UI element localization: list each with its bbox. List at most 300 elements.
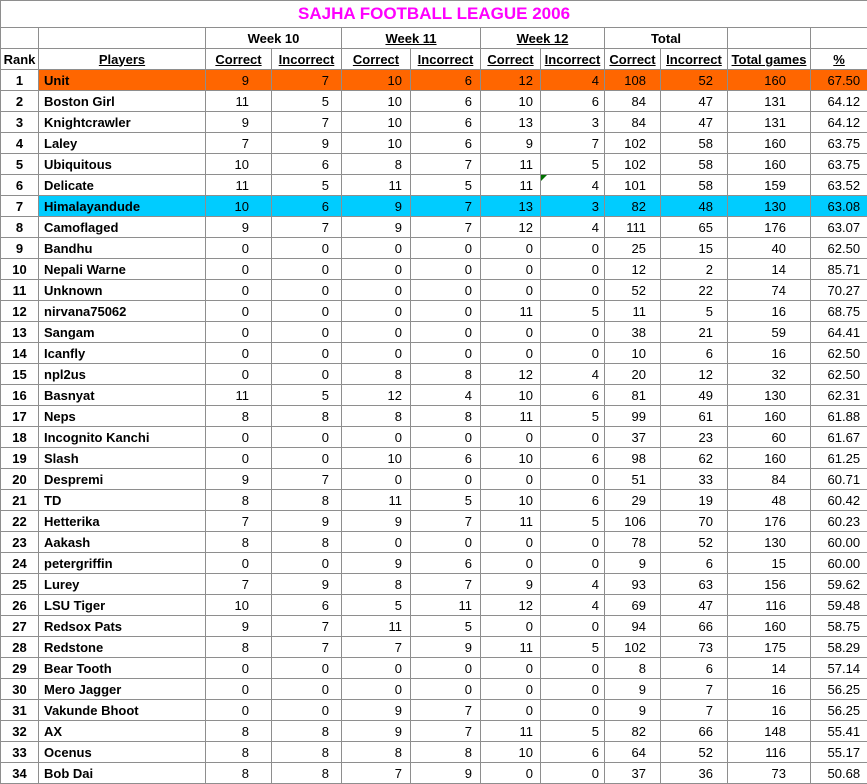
week12-correct-cell[interactable]: 10: [481, 742, 541, 763]
total-correct-cell[interactable]: 98: [605, 448, 661, 469]
week12-incorrect-cell[interactable]: 6: [541, 448, 605, 469]
total-incorrect-cell[interactable]: 65: [661, 217, 728, 238]
total-correct-cell[interactable]: 94: [605, 616, 661, 637]
week10-correct-cell[interactable]: 9: [206, 112, 272, 133]
player-name-cell[interactable]: Bear Tooth: [39, 658, 206, 679]
total-games-cell[interactable]: 14: [728, 259, 811, 280]
week10-incorrect-cell[interactable]: 6: [272, 595, 342, 616]
week11-correct-cell[interactable]: 9: [342, 217, 411, 238]
total-correct-cell[interactable]: 84: [605, 91, 661, 112]
week10-correct-cell[interactable]: 11: [206, 91, 272, 112]
percent-cell[interactable]: 68.75: [811, 301, 867, 322]
rank-cell[interactable]: 1: [1, 70, 39, 91]
week12-correct-cell[interactable]: 0: [481, 280, 541, 301]
week11-incorrect-cell[interactable]: 8: [411, 364, 481, 385]
week11-incorrect-cell[interactable]: 4: [411, 385, 481, 406]
total-correct-cell[interactable]: 20: [605, 364, 661, 385]
week11-incorrect-cell[interactable]: 6: [411, 553, 481, 574]
week11-correct-cell[interactable]: 0: [342, 259, 411, 280]
week11-incorrect-cell[interactable]: 0: [411, 280, 481, 301]
player-name-cell[interactable]: Bandhu: [39, 238, 206, 259]
total-incorrect-cell[interactable]: 2: [661, 259, 728, 280]
player-name-cell[interactable]: petergriffin: [39, 553, 206, 574]
week10-correct-cell[interactable]: 10: [206, 595, 272, 616]
week11-incorrect-cell[interactable]: 6: [411, 91, 481, 112]
week11-correct-cell[interactable]: 8: [342, 406, 411, 427]
week10-correct-cell[interactable]: 8: [206, 406, 272, 427]
player-name-cell[interactable]: npl2us: [39, 364, 206, 385]
week10-correct-cell[interactable]: 0: [206, 301, 272, 322]
percent-cell[interactable]: 62.50: [811, 238, 867, 259]
player-name-cell[interactable]: Sangam: [39, 322, 206, 343]
player-name-cell[interactable]: Boston Girl: [39, 91, 206, 112]
week12-incorrect-cell[interactable]: 0: [541, 343, 605, 364]
week10-correct-cell[interactable]: 0: [206, 259, 272, 280]
week10-incorrect-cell[interactable]: 8: [272, 742, 342, 763]
week12-correct-cell[interactable]: 11: [481, 154, 541, 175]
percent-cell[interactable]: 60.00: [811, 532, 867, 553]
total-incorrect-cell[interactable]: 15: [661, 238, 728, 259]
week10-incorrect-cell[interactable]: 9: [272, 574, 342, 595]
week12-incorrect-cell[interactable]: 6: [541, 385, 605, 406]
week11-correct-cell[interactable]: 11: [342, 175, 411, 196]
percent-cell[interactable]: 60.23: [811, 511, 867, 532]
total-correct-cell[interactable]: 10: [605, 343, 661, 364]
week10-correct-cell[interactable]: 9: [206, 217, 272, 238]
percent-cell[interactable]: 64.12: [811, 91, 867, 112]
week12-incorrect-header[interactable]: Incorrect: [541, 49, 605, 70]
percent-cell[interactable]: 62.50: [811, 364, 867, 385]
week11-incorrect-cell[interactable]: 7: [411, 196, 481, 217]
week11-incorrect-cell[interactable]: 9: [411, 763, 481, 784]
percent-cell[interactable]: 61.67: [811, 427, 867, 448]
rank-cell[interactable]: 15: [1, 364, 39, 385]
week10-incorrect-cell[interactable]: 0: [272, 280, 342, 301]
percent-cell[interactable]: 56.25: [811, 700, 867, 721]
player-name-cell[interactable]: AX: [39, 721, 206, 742]
total-incorrect-cell[interactable]: 33: [661, 469, 728, 490]
player-name-cell[interactable]: TD: [39, 490, 206, 511]
total-incorrect-cell[interactable]: 7: [661, 679, 728, 700]
week12-correct-cell[interactable]: 0: [481, 679, 541, 700]
total-games-cell[interactable]: 60: [728, 427, 811, 448]
total-incorrect-cell[interactable]: 21: [661, 322, 728, 343]
week11-incorrect-cell[interactable]: 7: [411, 217, 481, 238]
total-correct-cell[interactable]: 37: [605, 427, 661, 448]
week11-incorrect-cell[interactable]: 0: [411, 259, 481, 280]
player-name-cell[interactable]: Redsox Pats: [39, 616, 206, 637]
week12-incorrect-cell[interactable]: 4: [541, 70, 605, 91]
player-name-cell[interactable]: Lurey: [39, 574, 206, 595]
week12-correct-cell[interactable]: 0: [481, 658, 541, 679]
total-correct-cell[interactable]: 8: [605, 658, 661, 679]
week10-correct-cell[interactable]: 8: [206, 721, 272, 742]
player-name-cell[interactable]: Nepali Warne: [39, 259, 206, 280]
week12-correct-cell[interactable]: 0: [481, 322, 541, 343]
week11-correct-header[interactable]: Correct: [342, 49, 411, 70]
total-games-cell[interactable]: 175: [728, 637, 811, 658]
rank-cell[interactable]: 28: [1, 637, 39, 658]
total-correct-cell[interactable]: 99: [605, 406, 661, 427]
week11-incorrect-cell[interactable]: 0: [411, 301, 481, 322]
percent-cell[interactable]: 60.00: [811, 553, 867, 574]
week12-incorrect-cell[interactable]: 5: [541, 154, 605, 175]
week12-correct-cell[interactable]: 13: [481, 112, 541, 133]
week11-incorrect-cell[interactable]: 5: [411, 490, 481, 511]
week11-correct-cell[interactable]: 0: [342, 280, 411, 301]
total-incorrect-cell[interactable]: 6: [661, 343, 728, 364]
total-incorrect-cell[interactable]: 73: [661, 637, 728, 658]
week10-correct-cell[interactable]: 0: [206, 700, 272, 721]
week11-incorrect-cell[interactable]: 0: [411, 343, 481, 364]
rank-cell[interactable]: 2: [1, 91, 39, 112]
percent-cell[interactable]: 58.75: [811, 616, 867, 637]
total-games-cell[interactable]: 176: [728, 511, 811, 532]
total-correct-cell[interactable]: 78: [605, 532, 661, 553]
total-incorrect-cell[interactable]: 63: [661, 574, 728, 595]
total-incorrect-cell[interactable]: 19: [661, 490, 728, 511]
player-name-cell[interactable]: LSU Tiger: [39, 595, 206, 616]
total-games-cell[interactable]: 160: [728, 406, 811, 427]
week10-incorrect-cell[interactable]: 8: [272, 721, 342, 742]
week10-correct-cell[interactable]: 0: [206, 322, 272, 343]
week10-correct-cell[interactable]: 8: [206, 490, 272, 511]
total-correct-cell[interactable]: 25: [605, 238, 661, 259]
rank-cell[interactable]: 10: [1, 259, 39, 280]
total-correct-cell[interactable]: 102: [605, 133, 661, 154]
week11-correct-cell[interactable]: 5: [342, 595, 411, 616]
week12-incorrect-cell[interactable]: 0: [541, 532, 605, 553]
week11-correct-cell[interactable]: 0: [342, 322, 411, 343]
total-correct-cell[interactable]: 106: [605, 511, 661, 532]
week12-correct-cell[interactable]: 0: [481, 700, 541, 721]
week12-incorrect-cell[interactable]: 0: [541, 763, 605, 784]
rank-cell[interactable]: 14: [1, 343, 39, 364]
week11-correct-cell[interactable]: 11: [342, 616, 411, 637]
week10-incorrect-cell[interactable]: 8: [272, 763, 342, 784]
week10-correct-cell[interactable]: 0: [206, 553, 272, 574]
total-games-cell[interactable]: 130: [728, 196, 811, 217]
week10-incorrect-cell[interactable]: 9: [272, 133, 342, 154]
week10-incorrect-header[interactable]: Incorrect: [272, 49, 342, 70]
total-incorrect-cell[interactable]: 62: [661, 448, 728, 469]
total-correct-cell[interactable]: 64: [605, 742, 661, 763]
percent-cell[interactable]: 50.68: [811, 763, 867, 784]
total-group-header[interactable]: Total: [605, 28, 728, 49]
total-incorrect-cell[interactable]: 7: [661, 700, 728, 721]
week10-incorrect-cell[interactable]: 5: [272, 385, 342, 406]
total-games-cell[interactable]: 16: [728, 343, 811, 364]
total-games-cell[interactable]: 84: [728, 469, 811, 490]
week12-correct-cell[interactable]: 0: [481, 616, 541, 637]
rank-cell[interactable]: 22: [1, 511, 39, 532]
week12-incorrect-cell[interactable]: 3: [541, 112, 605, 133]
week10-correct-cell[interactable]: 0: [206, 364, 272, 385]
total-correct-cell[interactable]: 102: [605, 154, 661, 175]
week12-correct-cell[interactable]: 0: [481, 469, 541, 490]
percent-cell[interactable]: 61.25: [811, 448, 867, 469]
percent-cell[interactable]: 59.62: [811, 574, 867, 595]
week12-incorrect-cell[interactable]: 4: [541, 595, 605, 616]
week11-correct-cell[interactable]: 0: [342, 343, 411, 364]
week12-correct-cell[interactable]: 11: [481, 721, 541, 742]
percent-cell[interactable]: 62.50: [811, 343, 867, 364]
total-correct-cell[interactable]: 9: [605, 553, 661, 574]
week10-correct-cell[interactable]: 10: [206, 196, 272, 217]
week12-correct-cell[interactable]: 0: [481, 259, 541, 280]
week11-correct-cell[interactable]: 8: [342, 364, 411, 385]
percent-cell[interactable]: 63.08: [811, 196, 867, 217]
rank-cell[interactable]: 27: [1, 616, 39, 637]
week11-correct-cell[interactable]: 9: [342, 196, 411, 217]
week11-correct-cell[interactable]: 0: [342, 301, 411, 322]
week12-correct-cell[interactable]: 0: [481, 427, 541, 448]
total-games-cell[interactable]: 59: [728, 322, 811, 343]
total-incorrect-cell[interactable]: 66: [661, 721, 728, 742]
week12-correct-cell[interactable]: 12: [481, 364, 541, 385]
week11-correct-cell[interactable]: 7: [342, 637, 411, 658]
week12-incorrect-cell[interactable]: 0: [541, 427, 605, 448]
total-games-cell[interactable]: 159: [728, 175, 811, 196]
week11-incorrect-cell[interactable]: 0: [411, 427, 481, 448]
week11-correct-cell[interactable]: 7: [342, 763, 411, 784]
week11-correct-cell[interactable]: 0: [342, 238, 411, 259]
total-correct-cell[interactable]: 101: [605, 175, 661, 196]
week12-correct-cell[interactable]: 11: [481, 637, 541, 658]
week11-correct-cell[interactable]: 8: [342, 154, 411, 175]
spacer-cell[interactable]: [39, 28, 206, 49]
week12-correct-cell[interactable]: 0: [481, 343, 541, 364]
week12-incorrect-cell[interactable]: 0: [541, 238, 605, 259]
week12-correct-cell[interactable]: 10: [481, 91, 541, 112]
week11-incorrect-cell[interactable]: 6: [411, 112, 481, 133]
week10-correct-cell[interactable]: 9: [206, 70, 272, 91]
player-name-cell[interactable]: Himalayandude: [39, 196, 206, 217]
rank-cell[interactable]: 18: [1, 427, 39, 448]
week11-incorrect-cell[interactable]: 6: [411, 70, 481, 91]
rank-cell[interactable]: 17: [1, 406, 39, 427]
total-correct-cell[interactable]: 111: [605, 217, 661, 238]
week11-incorrect-cell[interactable]: 0: [411, 532, 481, 553]
total-correct-cell[interactable]: 84: [605, 112, 661, 133]
total-incorrect-cell[interactable]: 47: [661, 112, 728, 133]
spacer-cell[interactable]: [811, 28, 867, 49]
week11-incorrect-cell[interactable]: 0: [411, 658, 481, 679]
week10-incorrect-cell[interactable]: 6: [272, 196, 342, 217]
rank-cell[interactable]: 13: [1, 322, 39, 343]
total-incorrect-cell[interactable]: 22: [661, 280, 728, 301]
week10-correct-cell[interactable]: 11: [206, 385, 272, 406]
player-name-cell[interactable]: Icanfly: [39, 343, 206, 364]
total-incorrect-cell[interactable]: 47: [661, 91, 728, 112]
week12-correct-cell[interactable]: 11: [481, 175, 541, 196]
player-name-cell[interactable]: Unknown: [39, 280, 206, 301]
total-correct-cell[interactable]: 69: [605, 595, 661, 616]
week11-incorrect-cell[interactable]: 0: [411, 679, 481, 700]
week10-incorrect-cell[interactable]: 0: [272, 700, 342, 721]
total-incorrect-cell[interactable]: 23: [661, 427, 728, 448]
total-correct-cell[interactable]: 52: [605, 280, 661, 301]
rank-cell[interactable]: 24: [1, 553, 39, 574]
total-games-cell[interactable]: 116: [728, 595, 811, 616]
week12-incorrect-cell[interactable]: 5: [541, 511, 605, 532]
total-correct-cell[interactable]: 11: [605, 301, 661, 322]
player-name-cell[interactable]: Neps: [39, 406, 206, 427]
week10-correct-cell[interactable]: 8: [206, 532, 272, 553]
week10-incorrect-cell[interactable]: 7: [272, 217, 342, 238]
player-name-cell[interactable]: Despremi: [39, 469, 206, 490]
percent-cell[interactable]: 55.41: [811, 721, 867, 742]
total-games-cell[interactable]: 156: [728, 574, 811, 595]
total-correct-cell[interactable]: 12: [605, 259, 661, 280]
week12-incorrect-cell[interactable]: 5: [541, 301, 605, 322]
week10-correct-cell[interactable]: 8: [206, 763, 272, 784]
rank-cell[interactable]: 6: [1, 175, 39, 196]
week12-correct-cell[interactable]: 0: [481, 238, 541, 259]
week11-correct-cell[interactable]: 0: [342, 679, 411, 700]
total-games-cell[interactable]: 160: [728, 448, 811, 469]
total-incorrect-cell[interactable]: 6: [661, 553, 728, 574]
week12-incorrect-cell[interactable]: 3: [541, 196, 605, 217]
spacer-cell[interactable]: [728, 28, 811, 49]
week10-incorrect-cell[interactable]: 0: [272, 448, 342, 469]
week12-incorrect-cell[interactable]: 5: [541, 637, 605, 658]
percent-cell[interactable]: 56.25: [811, 679, 867, 700]
percent-cell[interactable]: 59.48: [811, 595, 867, 616]
week10-incorrect-cell[interactable]: 9: [272, 511, 342, 532]
week12-incorrect-cell[interactable]: 6: [541, 490, 605, 511]
week11-correct-cell[interactable]: 9: [342, 700, 411, 721]
total-games-cell[interactable]: 160: [728, 616, 811, 637]
rank-cell[interactable]: 33: [1, 742, 39, 763]
week10-incorrect-cell[interactable]: 0: [272, 553, 342, 574]
week12-correct-cell[interactable]: 0: [481, 553, 541, 574]
percent-cell[interactable]: 55.17: [811, 742, 867, 763]
week11-correct-cell[interactable]: 10: [342, 91, 411, 112]
total-games-cell[interactable]: 116: [728, 742, 811, 763]
week12-incorrect-cell[interactable]: 0: [541, 553, 605, 574]
week11-incorrect-cell[interactable]: 8: [411, 406, 481, 427]
week12-correct-cell[interactable]: 11: [481, 511, 541, 532]
percent-cell[interactable]: 60.42: [811, 490, 867, 511]
player-name-cell[interactable]: Slash: [39, 448, 206, 469]
total-games-cell[interactable]: 160: [728, 133, 811, 154]
total-incorrect-cell[interactable]: 52: [661, 532, 728, 553]
week11-incorrect-cell[interactable]: 7: [411, 721, 481, 742]
week10-incorrect-cell[interactable]: 0: [272, 301, 342, 322]
week11-incorrect-cell[interactable]: 0: [411, 322, 481, 343]
total-correct-cell[interactable]: 108: [605, 70, 661, 91]
week12-group-header[interactable]: Week 12: [481, 28, 605, 49]
week11-incorrect-cell[interactable]: 0: [411, 238, 481, 259]
week10-incorrect-cell[interactable]: 0: [272, 364, 342, 385]
rank-cell[interactable]: 5: [1, 154, 39, 175]
total-incorrect-cell[interactable]: 6: [661, 658, 728, 679]
week11-correct-cell[interactable]: 0: [342, 427, 411, 448]
week11-correct-cell[interactable]: 10: [342, 70, 411, 91]
week11-incorrect-cell[interactable]: 8: [411, 742, 481, 763]
total-correct-cell[interactable]: 29: [605, 490, 661, 511]
rank-cell[interactable]: 20: [1, 469, 39, 490]
player-name-cell[interactable]: Delicate: [39, 175, 206, 196]
player-name-cell[interactable]: nirvana75062: [39, 301, 206, 322]
total-incorrect-cell[interactable]: 48: [661, 196, 728, 217]
total-incorrect-cell[interactable]: 36: [661, 763, 728, 784]
week12-correct-cell[interactable]: 12: [481, 217, 541, 238]
total-incorrect-cell[interactable]: 49: [661, 385, 728, 406]
total-correct-cell[interactable]: 51: [605, 469, 661, 490]
player-name-cell[interactable]: Aakash: [39, 532, 206, 553]
total-games-cell[interactable]: 160: [728, 154, 811, 175]
total-correct-cell[interactable]: 9: [605, 679, 661, 700]
total-incorrect-cell[interactable]: 70: [661, 511, 728, 532]
week10-incorrect-cell[interactable]: 5: [272, 91, 342, 112]
player-name-cell[interactable]: Redstone: [39, 637, 206, 658]
week10-incorrect-cell[interactable]: 0: [272, 658, 342, 679]
week11-group-header[interactable]: Week 11: [342, 28, 481, 49]
week12-incorrect-cell[interactable]: 0: [541, 322, 605, 343]
total-incorrect-cell[interactable]: 52: [661, 70, 728, 91]
total-games-cell[interactable]: 48: [728, 490, 811, 511]
percent-cell[interactable]: 85.71: [811, 259, 867, 280]
total-incorrect-cell[interactable]: 61: [661, 406, 728, 427]
week11-correct-cell[interactable]: 8: [342, 574, 411, 595]
total-correct-header[interactable]: Correct: [605, 49, 661, 70]
week10-incorrect-cell[interactable]: 7: [272, 637, 342, 658]
week11-correct-cell[interactable]: 9: [342, 511, 411, 532]
player-name-cell[interactable]: Vakunde Bhoot: [39, 700, 206, 721]
week11-incorrect-cell[interactable]: 11: [411, 595, 481, 616]
week10-incorrect-cell[interactable]: 0: [272, 322, 342, 343]
week12-incorrect-cell[interactable]: 6: [541, 91, 605, 112]
total-correct-cell[interactable]: 9: [605, 700, 661, 721]
week12-incorrect-cell[interactable]: 0: [541, 469, 605, 490]
week10-incorrect-cell[interactable]: 7: [272, 616, 342, 637]
total-incorrect-cell[interactable]: 12: [661, 364, 728, 385]
total-games-cell[interactable]: 74: [728, 280, 811, 301]
week10-incorrect-cell[interactable]: 7: [272, 469, 342, 490]
week11-incorrect-cell[interactable]: 7: [411, 574, 481, 595]
rank-cell[interactable]: 31: [1, 700, 39, 721]
week11-incorrect-cell[interactable]: 5: [411, 175, 481, 196]
total-games-cell[interactable]: 14: [728, 658, 811, 679]
total-incorrect-cell[interactable]: 58: [661, 133, 728, 154]
week10-incorrect-cell[interactable]: 7: [272, 112, 342, 133]
player-name-cell[interactable]: Hetterika: [39, 511, 206, 532]
week12-incorrect-cell[interactable]: 6: [541, 742, 605, 763]
week11-incorrect-cell[interactable]: 6: [411, 448, 481, 469]
week12-incorrect-cell[interactable]: 0: [541, 259, 605, 280]
total-incorrect-cell[interactable]: 52: [661, 742, 728, 763]
percent-cell[interactable]: 63.52: [811, 175, 867, 196]
rank-cell[interactable]: 9: [1, 238, 39, 259]
week10-correct-cell[interactable]: 7: [206, 511, 272, 532]
total-games-cell[interactable]: 130: [728, 385, 811, 406]
total-incorrect-cell[interactable]: 5: [661, 301, 728, 322]
total-correct-cell[interactable]: 38: [605, 322, 661, 343]
week12-incorrect-cell[interactable]: 0: [541, 280, 605, 301]
rank-cell[interactable]: 34: [1, 763, 39, 784]
week12-correct-cell[interactable]: 10: [481, 385, 541, 406]
rank-cell[interactable]: 4: [1, 133, 39, 154]
rank-cell[interactable]: 23: [1, 532, 39, 553]
week12-incorrect-cell[interactable]: 4: [541, 217, 605, 238]
total-incorrect-cell[interactable]: 66: [661, 616, 728, 637]
week10-correct-cell[interactable]: 10: [206, 154, 272, 175]
week10-correct-cell[interactable]: 0: [206, 679, 272, 700]
percent-cell[interactable]: 57.14: [811, 658, 867, 679]
week11-correct-cell[interactable]: 11: [342, 490, 411, 511]
